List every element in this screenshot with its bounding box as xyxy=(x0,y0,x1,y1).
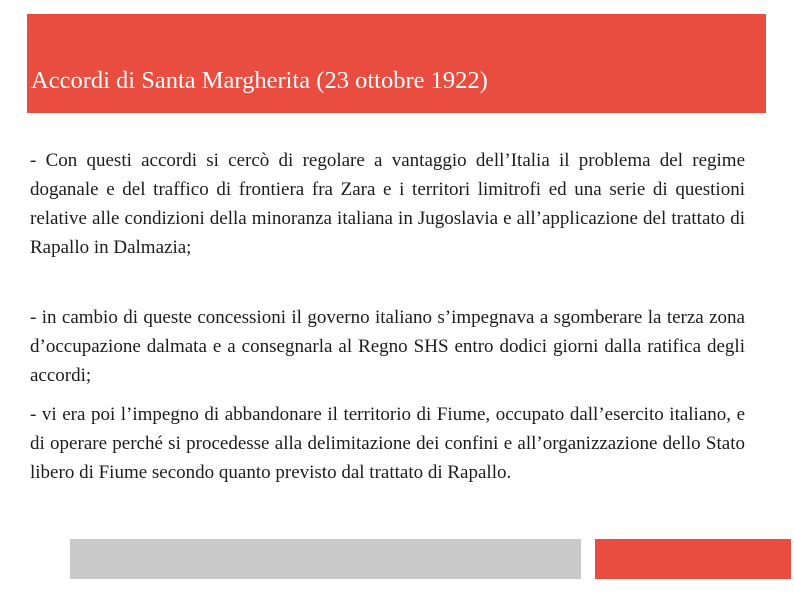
footer-red-bar xyxy=(595,539,791,579)
paragraph-fiume: - vi era poi l’impegno di abbandonare il territorio di Fiume, occupato dall’esercito italiano, e di operare perché si procedesse alla delimitazione dei confini e all’organizzazione dello Stato libero di Fiume secondo quanto previsto dal trattato di Rapallo. xyxy=(30,404,745,483)
paragraph-accordi: - Con questi accordi si cercò di regolare a vantaggio dell’Italia il problema del regime doganale e del traffico di frontiera fra Zara e i territori limitrofi ed una serie di questioni relative alle condizioni della minoranza italiana in Jugoslavia e all’applicazione del trattato di Rapallo in Dalmazia; xyxy=(30,150,745,258)
paragraph-concessioni: - in cambio di queste concessioni il governo italiano s’impegnava a sgomberare la terza zona d’occupazione dalmata e a consegnarla al Regno SHS entro dodici giorni dalla ratifica degli accordi; xyxy=(30,307,745,386)
footer-gray-bar xyxy=(70,539,581,579)
title-banner xyxy=(27,14,766,113)
slide-title: Accordi di Santa Margherita (23 ottobre 1922) xyxy=(31,67,488,94)
